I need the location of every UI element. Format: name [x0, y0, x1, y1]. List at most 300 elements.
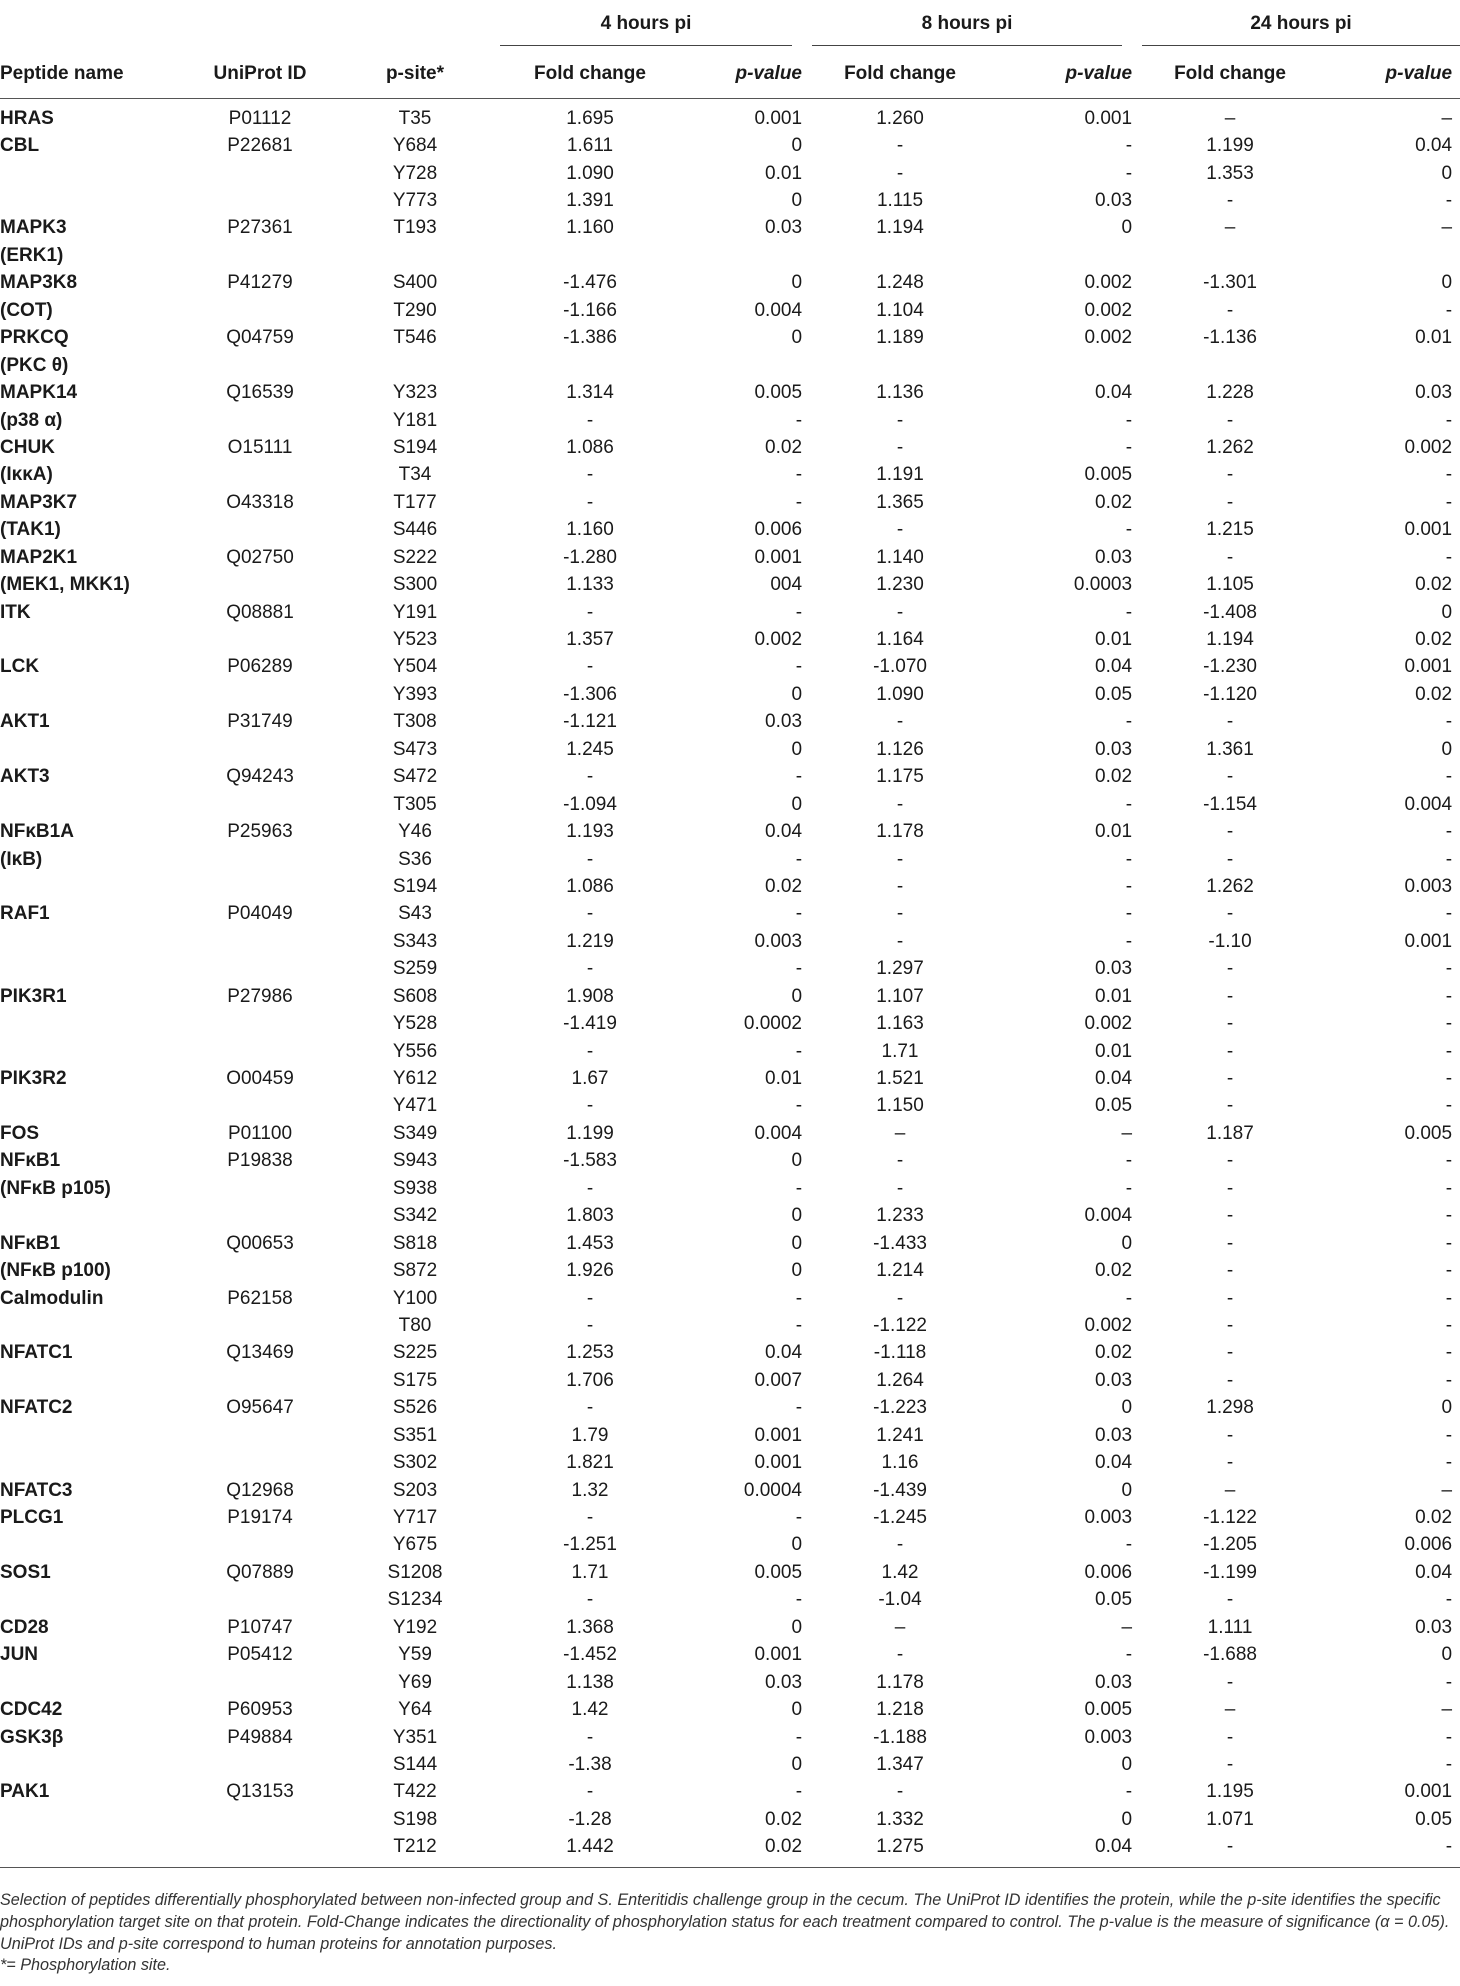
peptide-name-cell: (TAK1) — [0, 519, 61, 541]
fold-change-4h-cell: 1.133 — [566, 574, 614, 596]
p-value-24h-cell: - — [1445, 1671, 1453, 1693]
col-p-value-4h: p-value — [680, 50, 810, 99]
fold-change-8h-cell: - — [896, 601, 904, 623]
fold-change-4h-cell: 1.71 — [571, 1561, 609, 1583]
uniprot-id-cell — [190, 1312, 330, 1339]
p-site-cell: S349 — [392, 1122, 438, 1144]
p-site-cell: Y100 — [392, 1287, 438, 1309]
p-value-24h-cell: - — [1445, 1232, 1453, 1254]
fold-change-24h-cell: - — [1226, 1013, 1234, 1035]
column-header-row — [0, 50, 1460, 99]
uniprot-id-cell — [190, 791, 330, 818]
fold-change-4h-cell: 1.442 — [500, 1834, 680, 1868]
p-value-8h-cell: 0.01 — [1095, 629, 1133, 651]
fold-change-8h-cell: -1.245 — [873, 1507, 927, 1529]
p-value-4h-cell: - — [795, 656, 803, 678]
peptide-name-cell — [0, 626, 190, 653]
uniprot-id-cell — [190, 1038, 330, 1065]
p-value-8h-cell: 0.04 — [1095, 382, 1133, 404]
p-site-cell: Y323 — [392, 382, 438, 404]
peptide-name-cell: GSK3β — [0, 1726, 64, 1748]
p-value-4h-cell: 0 — [791, 683, 803, 705]
p-value-4h-cell: 0.004 — [754, 1122, 803, 1144]
col-p-site: p-site* — [330, 50, 500, 99]
p-value-4h-cell: 0 — [791, 793, 803, 815]
uniprot-id-cell — [190, 956, 330, 983]
fold-change-24h-cell: 1.262 — [1206, 436, 1254, 458]
fold-change-24h-cell: - — [1226, 1068, 1234, 1090]
p-site-cell: Y64 — [398, 1699, 432, 1721]
fold-change-4h-cell: - — [586, 766, 594, 788]
p-site-cell: S203 — [392, 1479, 438, 1501]
p-value-8h-cell: - — [1125, 436, 1133, 458]
fold-change-4h-cell: 1.79 — [571, 1424, 609, 1446]
peptide-name-cell: (PKC θ) — [0, 354, 69, 376]
fold-change-8h-cell: - — [896, 1150, 904, 1172]
p-value-4h-cell: - — [795, 1314, 803, 1336]
fold-change-24h-cell: 1.195 — [1206, 1781, 1254, 1803]
fold-change-8h-cell: 1.140 — [876, 546, 924, 568]
p-value-8h-cell: - — [1125, 1177, 1133, 1199]
fold-change-24h-cell: - — [1226, 1424, 1234, 1446]
fold-change-24h-cell: - — [1226, 958, 1234, 980]
p-value-8h-cell: 0.04 — [1095, 656, 1133, 678]
uniprot-id-cell — [190, 517, 330, 544]
fold-change-24h-cell: - — [1226, 1040, 1234, 1062]
fold-change-4h-cell: -1.094 — [563, 793, 617, 815]
peptide-name-cell: CD28 — [0, 1616, 49, 1638]
fold-change-8h-cell: 1.264 — [876, 1369, 924, 1391]
p-site-cell: S43 — [398, 903, 432, 925]
p-site-cell: T422 — [393, 1781, 437, 1803]
uniprot-id-cell: P05412 — [227, 1644, 293, 1666]
fold-change-8h-cell: 1.218 — [876, 1699, 924, 1721]
table-row — [0, 187, 1460, 214]
table-row — [0, 1065, 1460, 1092]
uniprot-id-cell — [190, 571, 330, 598]
fold-change-24h-cell: - — [1226, 711, 1234, 733]
peptide-name-cell: FOS — [0, 1122, 40, 1144]
p-value-8h-cell: 0.003 — [1084, 1726, 1133, 1748]
table-row — [0, 132, 1460, 159]
p-site-cell: Y556 — [392, 1040, 438, 1062]
fold-change-8h-cell: - — [896, 848, 904, 870]
peptide-name-cell: NFκB1A — [0, 821, 74, 843]
p-value-8h-cell: 0.002 — [1084, 1013, 1133, 1035]
fold-change-8h-cell: - — [896, 711, 904, 733]
fold-change-4h-cell: 1.314 — [566, 382, 614, 404]
peptide-name-cell — [0, 1422, 190, 1449]
p-value-4h-cell: 0.004 — [754, 299, 803, 321]
p-site-cell: Y528 — [392, 1013, 438, 1035]
peptide-name-cell: RAF1 — [0, 903, 50, 925]
fold-change-24h-cell: - — [1226, 409, 1234, 431]
fold-change-24h-cell: -1.199 — [1203, 1561, 1257, 1583]
p-value-8h-cell: 0.002 — [1084, 1314, 1133, 1336]
fold-change-24h-cell: - — [1226, 491, 1234, 513]
peptide-name-cell: (NFκB p100) — [0, 1260, 111, 1282]
p-value-24h-cell: 0.04 — [1415, 1561, 1453, 1583]
p-value-4h-cell: - — [795, 464, 803, 486]
p-value-4h-cell: 0.03 — [765, 1671, 803, 1693]
fold-change-24h-cell: - — [1226, 1095, 1234, 1117]
p-value-4h-cell: 0.006 — [754, 519, 803, 541]
p-site-cell: S259 — [392, 958, 438, 980]
fold-change-4h-cell: 1.086 — [566, 875, 614, 897]
uniprot-id-cell — [190, 160, 330, 187]
p-site-cell: S473 — [392, 738, 438, 760]
p-value-8h-cell: 0.0003 — [1073, 574, 1133, 596]
fold-change-4h-cell: - — [586, 903, 594, 925]
peptide-name-cell: CBL — [0, 135, 40, 157]
p-value-4h-cell: - — [795, 1589, 803, 1611]
fold-change-24h-cell: 1.228 — [1206, 382, 1254, 404]
fold-change-4h-cell: - — [586, 1397, 594, 1419]
p-value-24h-cell: – — [1441, 107, 1453, 129]
group-header-4h: 4 hours pi — [500, 0, 810, 50]
p-value-24h-cell: - — [1320, 1834, 1460, 1868]
p-value-4h-cell: 0 — [791, 190, 803, 212]
fold-change-24h-cell: - — [1226, 1671, 1234, 1693]
uniprot-id-cell: Q13153 — [226, 1781, 294, 1803]
fold-change-8h-cell: 1.16 — [881, 1452, 919, 1474]
peptide-name-cell — [0, 160, 190, 187]
fold-change-24h-cell: 1.262 — [1206, 875, 1254, 897]
fold-change-24h-cell: - — [1226, 848, 1234, 870]
fold-change-24h-cell: - — [1226, 1342, 1234, 1364]
uniprot-id-cell: P19174 — [227, 1507, 293, 1529]
uniprot-id-cell — [190, 242, 330, 269]
p-value-24h-cell — [1320, 242, 1460, 269]
p-site-cell: T35 — [398, 107, 432, 129]
p-site-cell: Y351 — [392, 1726, 438, 1748]
peptide-name-cell: (NFκB p105) — [0, 1177, 111, 1199]
p-value-24h-cell: - — [1445, 409, 1453, 431]
p-value-24h-cell: - — [1445, 491, 1453, 513]
uniprot-id-cell: Q00653 — [226, 1232, 294, 1254]
p-site-cell: S36 — [398, 848, 432, 870]
fold-change-4h-cell: 1.706 — [566, 1369, 614, 1391]
fold-change-8h-cell: 1.332 — [876, 1808, 924, 1830]
p-site-cell: Y471 — [392, 1095, 438, 1117]
p-value-24h-cell: - — [1445, 985, 1453, 1007]
p-value-8h-cell: 0.03 — [1095, 738, 1133, 760]
fold-change-24h-cell: - — [1140, 1834, 1320, 1868]
table-row — [0, 1230, 1460, 1257]
fold-change-24h-cell: - — [1226, 1753, 1234, 1775]
p-site-cell: S943 — [392, 1150, 438, 1172]
p-site-cell: T305 — [393, 793, 437, 815]
table-row — [0, 1504, 1460, 1531]
fold-change-4h-cell: -1.306 — [563, 683, 617, 705]
p-value-24h-cell: - — [1445, 1150, 1453, 1172]
p-value-24h-cell: 0.02 — [1415, 1507, 1453, 1529]
p-site-cell: Y181 — [392, 409, 438, 431]
p-value-24h-cell: 0.01 — [1415, 327, 1453, 349]
fold-change-24h-cell: – — [1224, 1699, 1236, 1721]
fold-change-4h-cell: 1.821 — [566, 1452, 614, 1474]
table-row — [0, 818, 1460, 845]
table-row — [0, 1422, 1460, 1449]
fold-change-24h-cell: - — [1226, 1287, 1234, 1309]
fold-change-24h-cell: - — [1226, 766, 1234, 788]
table-row — [0, 1587, 1460, 1614]
fold-change-24h-cell: -1.408 — [1203, 601, 1257, 623]
p-value-8h-cell: 0.03 — [1095, 1424, 1133, 1446]
p-value-8h-cell: 0 — [1121, 217, 1133, 239]
fold-change-4h-cell: 1.138 — [566, 1671, 614, 1693]
p-value-24h-cell: 0 — [1441, 738, 1453, 760]
uniprot-id-cell — [190, 352, 330, 379]
uniprot-id-cell — [190, 681, 330, 708]
peptide-name-cell — [0, 1806, 190, 1833]
fold-change-4h-cell: 1.695 — [566, 107, 614, 129]
uniprot-id-cell: P19838 — [227, 1150, 293, 1172]
fold-change-4h-cell: 1.245 — [566, 738, 614, 760]
uniprot-id-cell: P60953 — [227, 1699, 293, 1721]
fold-change-24h-cell: - — [1226, 1205, 1234, 1227]
p-value-24h-cell: 0.003 — [1404, 875, 1453, 897]
fold-change-8h-cell: 1.194 — [876, 217, 924, 239]
p-value-8h-cell: 0.03 — [1095, 546, 1133, 568]
fold-change-24h-cell: 1.199 — [1206, 135, 1254, 157]
p-value-24h-cell: - — [1445, 1452, 1453, 1474]
p-value-24h-cell: - — [1445, 1040, 1453, 1062]
peptide-name-cell: HRAS — [0, 107, 54, 129]
p-value-4h-cell: 004 — [770, 574, 803, 596]
p-value-24h-cell: 0 — [1441, 162, 1453, 184]
p-site-cell: Y504 — [392, 656, 438, 678]
p-site-cell: Y717 — [392, 1507, 438, 1529]
fold-change-24h-cell: -1.205 — [1203, 1534, 1257, 1556]
fold-change-24h-cell: - — [1226, 1589, 1234, 1611]
p-value-8h-cell: 0 — [1121, 1808, 1133, 1830]
table-row — [0, 544, 1460, 571]
p-site-cell: T80 — [398, 1314, 432, 1336]
p-value-8h-cell: 0 — [1121, 1397, 1133, 1419]
fold-change-4h-cell: - — [586, 656, 594, 678]
p-site-cell: S144 — [392, 1753, 438, 1775]
p-value-8h-cell: – — [1121, 1616, 1133, 1638]
p-value-24h-cell: 0.001 — [1404, 930, 1453, 952]
uniprot-id-cell — [190, 873, 330, 900]
peptide-name-cell — [0, 1449, 190, 1476]
p-value-8h-cell: 0.02 — [1095, 1260, 1133, 1282]
table-row — [0, 681, 1460, 708]
peptide-name-cell: AKT1 — [0, 711, 50, 733]
p-value-4h-cell: 0.007 — [754, 1369, 803, 1391]
uniprot-id-cell: Q02750 — [226, 546, 294, 568]
p-value-4h-cell: - — [795, 1507, 803, 1529]
p-site-cell: S194 — [392, 875, 438, 897]
p-value-8h-cell: 0.01 — [1095, 821, 1133, 843]
p-value-24h-cell: - — [1445, 1726, 1453, 1748]
uniprot-id-cell: P27986 — [227, 985, 293, 1007]
table-caption: Selection of peptides differentially phosphorylated between non-infected group and S. Enteritidis challenge group in the cecum. The UniProt ID identifies the protein, while the p-site identifies the specific phosphorylation target site on that protein. Fold-Change indicates the directionality of phosphorylation status for each treatment compared to control. The p-value is the measure of significance (α = 0.05). UniProt IDs and p-site correspond to human proteins for annotation purposes. — [0, 1891, 1450, 1953]
p-value-4h-cell — [680, 352, 810, 379]
fold-change-24h-cell: 1.361 — [1206, 738, 1254, 760]
p-value-24h-cell: 0 — [1441, 272, 1453, 294]
uniprot-id-cell: P27361 — [227, 217, 293, 239]
table-row — [0, 1120, 1460, 1147]
p-value-8h-cell: 0 — [1121, 1753, 1133, 1775]
table-row — [0, 764, 1460, 791]
fold-change-4h-cell: -1.452 — [563, 1644, 617, 1666]
p-value-4h-cell: 0.02 — [765, 1808, 803, 1830]
p-value-24h-cell: 0.03 — [1415, 382, 1453, 404]
p-value-24h-cell: - — [1445, 903, 1453, 925]
table-row — [0, 956, 1460, 983]
uniprot-id-cell — [190, 187, 330, 214]
uniprot-id-cell — [190, 462, 330, 489]
uniprot-id-cell: P22681 — [227, 135, 293, 157]
fold-change-4h-cell: - — [586, 601, 594, 623]
fold-change-8h-cell: - — [896, 162, 904, 184]
p-value-4h-cell: 0.005 — [754, 382, 803, 404]
fold-change-4h-cell: 1.199 — [566, 1122, 614, 1144]
table-row — [0, 1669, 1460, 1696]
table-row — [0, 1559, 1460, 1586]
p-value-4h-cell: 0 — [791, 1205, 803, 1227]
p-value-24h-cell: - — [1445, 1369, 1453, 1391]
table-row — [0, 709, 1460, 736]
fold-change-8h-cell: 1.150 — [876, 1095, 924, 1117]
fold-change-4h-cell: - — [586, 1040, 594, 1062]
table-row — [0, 462, 1460, 489]
uniprot-id-cell — [190, 846, 330, 873]
fold-change-8h-cell: - — [896, 135, 904, 157]
p-value-4h-cell: 0.001 — [754, 1424, 803, 1446]
fold-change-4h-cell: 1.67 — [571, 1068, 609, 1090]
peptide-name-cell: (COT) — [0, 299, 53, 321]
fold-change-8h-cell: 1.521 — [876, 1068, 924, 1090]
fold-change-24h-cell: 1.105 — [1206, 574, 1254, 596]
p-value-24h-cell: - — [1445, 1287, 1453, 1309]
uniprot-id-cell: Q94243 — [226, 766, 294, 788]
p-site-cell: S343 — [392, 930, 438, 952]
p-value-24h-cell: 0.001 — [1404, 519, 1453, 541]
fold-change-4h-cell: 1.391 — [566, 190, 614, 212]
fold-change-8h-cell: - — [896, 930, 904, 952]
p-value-4h-cell: - — [795, 1726, 803, 1748]
table-row — [0, 489, 1460, 516]
p-site-cell: S938 — [392, 1177, 438, 1199]
p-value-8h-cell: 0.03 — [1095, 1671, 1133, 1693]
fold-change-8h-cell: 1.297 — [876, 958, 924, 980]
uniprot-id-cell — [190, 1751, 330, 1778]
table-row — [0, 352, 1460, 379]
p-value-24h-cell: 0 — [1441, 1644, 1453, 1666]
col-peptide-name: Peptide name — [0, 50, 190, 99]
peptide-name-cell — [0, 928, 190, 955]
fold-change-24h-cell: – — [1224, 1479, 1236, 1501]
fold-change-4h-cell — [500, 352, 680, 379]
p-value-8h-cell: 0.003 — [1084, 1507, 1133, 1529]
table-row — [0, 1257, 1460, 1284]
group-header-8h: 8 hours pi — [810, 0, 1140, 50]
fold-change-8h-cell: - — [896, 1781, 904, 1803]
p-value-8h-cell: 0.04 — [1095, 1452, 1133, 1474]
p-value-24h-cell: - — [1445, 1753, 1453, 1775]
fold-change-24h-cell: - — [1226, 190, 1234, 212]
fold-change-24h-cell: – — [1224, 107, 1236, 129]
p-value-8h-cell — [990, 352, 1140, 379]
fold-change-8h-cell: 1.090 — [876, 683, 924, 705]
fold-change-24h-cell: - — [1226, 1232, 1234, 1254]
table-row — [0, 901, 1460, 928]
p-value-4h-cell: 0.01 — [765, 1068, 803, 1090]
uniprot-id-cell: O95647 — [226, 1397, 294, 1419]
p-value-24h-cell: 0.006 — [1404, 1534, 1453, 1556]
fold-change-24h-cell — [1140, 242, 1320, 269]
fold-change-24h-cell: - — [1226, 546, 1234, 568]
p-value-4h-cell: 0.02 — [765, 436, 803, 458]
col-p-value-24h: p-value — [1320, 50, 1460, 99]
p-value-8h-cell: - — [1125, 162, 1133, 184]
p-site-cell: Y684 — [392, 135, 438, 157]
p-site-cell: Y69 — [398, 1671, 432, 1693]
fold-change-8h-cell — [810, 242, 990, 269]
peptide-name-cell — [0, 1532, 190, 1559]
col-fold-change-24h: Fold change — [1140, 50, 1320, 99]
fold-change-4h-cell: 1.368 — [566, 1616, 614, 1638]
table-row — [0, 325, 1460, 352]
fold-change-8h-cell: 1.275 — [810, 1834, 990, 1868]
fold-change-8h-cell: 1.191 — [876, 464, 924, 486]
peptide-name-cell — [0, 1367, 190, 1394]
table-row — [0, 1449, 1460, 1476]
fold-change-4h-cell: - — [586, 1287, 594, 1309]
fold-change-8h-cell: – — [894, 1616, 906, 1638]
fold-change-4h-cell: -1.280 — [563, 546, 617, 568]
fold-change-24h-cell: 1.187 — [1206, 1122, 1254, 1144]
table-row — [0, 1148, 1460, 1175]
peptide-name-cell — [0, 873, 190, 900]
fold-change-24h-cell: -1.688 — [1203, 1644, 1257, 1666]
peptide-name-cell: (p38 α) — [0, 409, 63, 431]
table-row — [0, 1614, 1460, 1641]
peptide-name-cell — [0, 1751, 190, 1778]
p-value-4h-cell: - — [795, 601, 803, 623]
p-value-24h-cell: - — [1445, 711, 1453, 733]
p-value-24h-cell: - — [1445, 1424, 1453, 1446]
p-site-cell: S300 — [392, 574, 438, 596]
p-value-8h-cell: - — [1125, 930, 1133, 952]
table-body — [0, 99, 1460, 1868]
p-value-8h-cell: 0 — [1121, 1232, 1133, 1254]
p-site-cell: T290 — [393, 299, 437, 321]
p-site-cell: S400 — [392, 272, 438, 294]
p-value-8h-cell: – — [1121, 1122, 1133, 1144]
uniprot-id-cell — [190, 1806, 330, 1833]
fold-change-8h-cell: 1.175 — [876, 766, 924, 788]
uniprot-id-cell: Q16539 — [226, 382, 294, 404]
fold-change-8h-cell: - — [896, 1644, 904, 1666]
fold-change-8h-cell: 1.214 — [876, 1260, 924, 1282]
p-value-4h-cell: - — [795, 491, 803, 513]
p-value-8h-cell: 0.03 — [1095, 958, 1133, 980]
fold-change-8h-cell: 1.71 — [881, 1040, 919, 1062]
p-value-4h-cell: - — [795, 1040, 803, 1062]
fold-change-8h-cell: 1.42 — [881, 1561, 919, 1583]
fold-change-8h-cell: -1.223 — [873, 1397, 927, 1419]
p-value-24h-cell: - — [1445, 766, 1453, 788]
fold-change-24h-cell: -1.10 — [1208, 930, 1252, 952]
fold-change-24h-cell: -1.122 — [1203, 1507, 1257, 1529]
p-site-cell: S342 — [392, 1205, 438, 1227]
fold-change-24h-cell: 1.111 — [1207, 1616, 1253, 1638]
peptide-name-cell — [0, 1834, 190, 1868]
